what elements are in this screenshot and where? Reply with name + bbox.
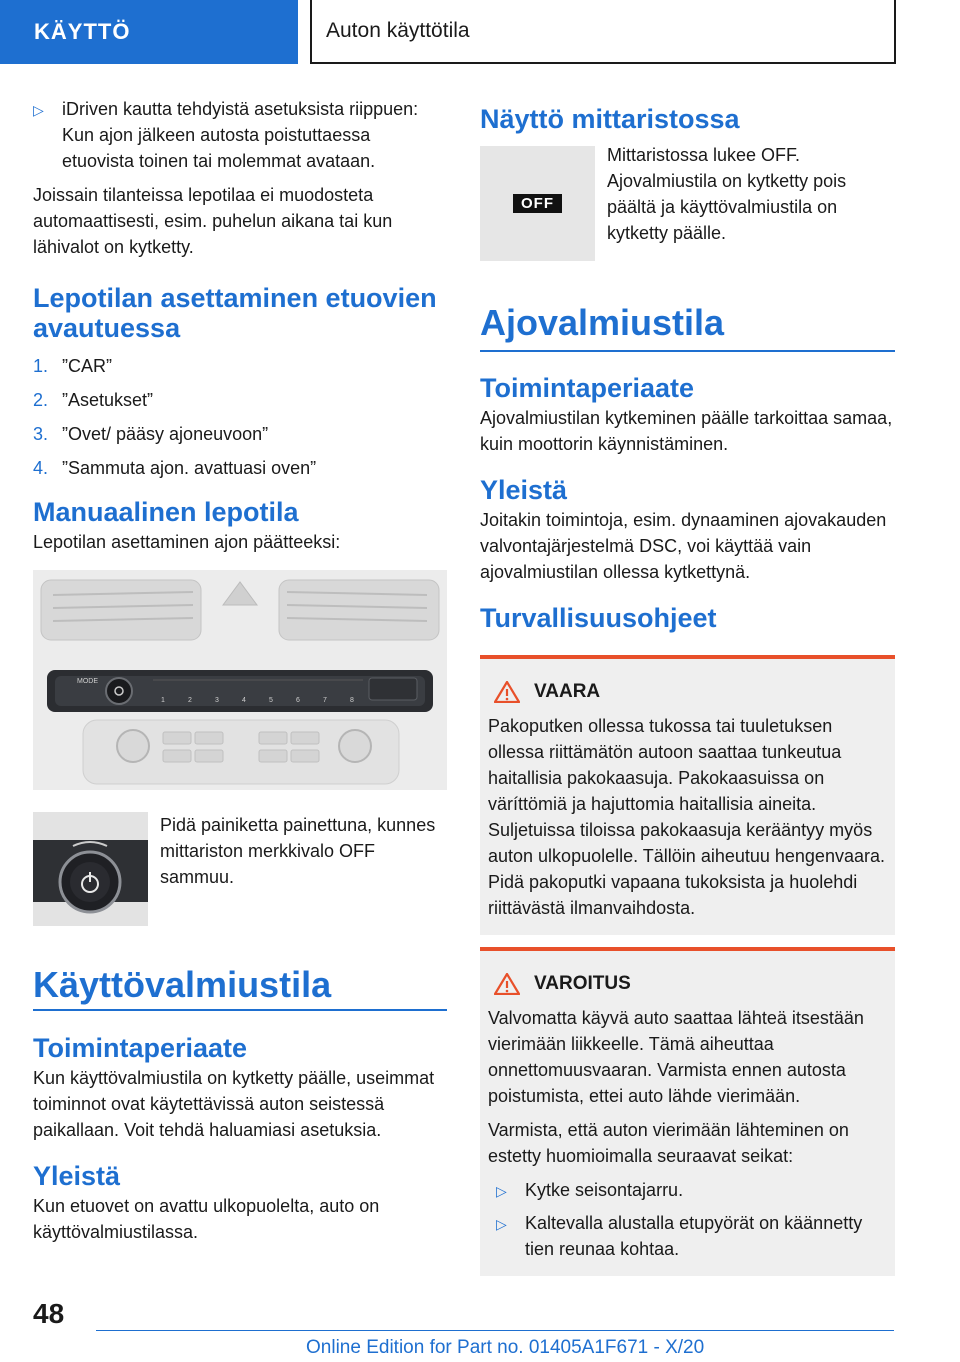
warning-triangle-icon (494, 973, 520, 995)
heading-set-rest: Lepotilan asettaminen etuovien avautuessa (33, 283, 437, 343)
step-number: 3. (33, 424, 49, 444)
paragraph: Kun etuovet on avattu ulkopuolelta, auto on käyttövalmiustilassa. (33, 1196, 380, 1242)
heading-general: Yleistä (480, 475, 568, 505)
footer-rule (96, 1330, 894, 1331)
step-text: ”Sammuta ajon. avattuasi oven” (62, 458, 317, 478)
step-text: ”CAR” (62, 356, 112, 376)
list-item (496, 1177, 887, 1204)
list-item (33, 451, 447, 485)
triangle-bullet-icon: ▷ (496, 1183, 507, 1199)
heading-general: Yleistä (33, 1161, 121, 1191)
radio-preset-1: 1 (161, 697, 165, 704)
page-number: 48 (33, 1298, 65, 1329)
radio-preset-4: 4 (242, 697, 246, 704)
radio-preset-5: 5 (269, 697, 273, 704)
list-item-text: Kytke seisontajarru. (525, 1180, 684, 1200)
heading-rule (33, 1009, 447, 1011)
chapter-title (312, 0, 896, 64)
left-column (33, 96, 447, 1245)
step-number: 4. (33, 458, 49, 478)
list-item (33, 383, 447, 417)
section-tab[interactable] (0, 0, 298, 64)
power-button-row (33, 812, 447, 926)
paragraph: Joissain tilanteissa lepotilaa ei muodosteta automaattisesti, esim. puhelun aikana tai kun lähivalot on kytketty. (33, 185, 393, 257)
radio-preset-3: 3 (215, 697, 219, 704)
warning-header (488, 969, 887, 999)
radio-preset-6: 6 (296, 697, 300, 704)
step-text: ”Asetukset” (62, 390, 154, 410)
warning-text-2: Varmista, että auton vierimään lähteminen on estetty huomioimalla seuraavat seikat: (488, 1120, 849, 1166)
off-indicator: OFF (513, 194, 562, 213)
heading-drive-mode: Ajovalmiustila (480, 302, 725, 343)
step-text: ”Ovet/ pääsy ajoneuvoon” (62, 424, 269, 444)
list-item (33, 349, 447, 383)
radio-mode-label: MODE (77, 678, 98, 685)
warning-triangle-icon (494, 681, 520, 703)
radio-preset-7: 7 (323, 697, 327, 704)
paragraph: Joitakin toimintoja, esim. dynaaminen ajovakauden valvontajärjestelmä DSC, voi käyttää vain ajovalmiustilan ollessa kytkettynä. (480, 510, 887, 582)
step-number: 1. (33, 356, 49, 376)
paragraph: Kun käyttövalmiustila on kytketty päälle, useimmat toiminnot ovat käytettävissä auton seistessä paikallaan. Voit tehdä haluamiasi asetuksia. (33, 1068, 435, 1140)
heading-principle: Toimintaperiaate (33, 1033, 248, 1063)
warning-box (480, 947, 895, 1276)
danger-header (488, 677, 887, 707)
steps-list (33, 349, 447, 485)
danger-text: Pakoputken ollessa tukossa tai tuuletuksen ollessa riittämätön autoon saattaa tunkeutua haitallisia pakokaasuja. Pakokaasuissa on väríttömiä ja hajuttomia haitallisia aineita. Suljetuissa tiloissa pakokaasuja kerääntyy myös auton ulkopuolelle. Tällöin aiheutuu hengenvaara. Pidä pakoputki vapaana tukoksista ja huolehdi riittävästä ilmanvaihdosta. (488, 716, 885, 918)
list-item (33, 417, 447, 451)
radio-preset-2: 2 (188, 697, 192, 704)
list-item-text: Kaltevalla alustalla etupyörät on käännetty tien reunaa kohtaa. (525, 1213, 863, 1259)
paragraph: Ajovalmiustilan kytkeminen päälle tarkoittaa samaa, kuin moottorin käynnistäminen. (480, 408, 893, 454)
list-item (496, 1210, 887, 1262)
section-tab-label: KÄYTTÖ (34, 19, 131, 44)
warning-text: Valvomatta käyvä auto saattaa lähteä itsestään vierimään liikkeelle. Tämä aiheuttaa onnettomuusvaaran. Varmista ennen autosta poistumista, ettei auto lähde vierimään. (488, 1008, 864, 1106)
danger-box (480, 655, 895, 935)
triangle-bullet-icon: ▷ (496, 1216, 507, 1232)
dashboard-photo (33, 570, 447, 790)
heading-cluster-display: Näyttö mittaristossa (480, 104, 740, 134)
power-button-illustration (33, 812, 148, 926)
warning-list (488, 1177, 887, 1262)
heading-principle: Toimintaperiaate (480, 373, 695, 403)
off-display-row (480, 146, 895, 261)
power-button-caption: Pidä painiketta painettuna, kunnes mittariston merkkivalo OFF sammuu. (160, 815, 436, 887)
radio-preset-8: 8 (350, 697, 354, 704)
chapter-title-text: Auton käyttötila (326, 19, 470, 42)
cluster-off-image (480, 146, 595, 261)
right-column (480, 96, 895, 1276)
cluster-display-text: Mittaristossa lukee OFF. Ajovalmiustila on kytketty pois päältä ja käyttövalmiustila on kytketty päälle. (607, 145, 847, 243)
paragraph: Lepotilan asettaminen ajon päätteeksi: (33, 532, 341, 552)
step-number: 2. (33, 390, 49, 410)
center-console-illustration (33, 570, 447, 790)
warning-title: VAROITUS (534, 973, 631, 994)
triangle-bullet-icon: ▷ (33, 102, 44, 118)
footer-edition: Online Edition for Part no. 01405A1F671 - X/20 (306, 1337, 705, 1358)
danger-title: VAARA (534, 681, 601, 702)
bullet-text: iDriven kautta tehdyistä asetuksista riippuen: Kun ajon jälkeen autosta poistuttaessa etuovista toinen tai molemmat avataan. (62, 99, 419, 171)
heading-standby-mode: Käyttövalmiustila (33, 964, 332, 1005)
power-button-photo (33, 812, 148, 926)
heading-safety: Turvallisuusohjeet (480, 603, 717, 633)
heading-manual-rest: Manuaalinen lepotila (33, 497, 299, 527)
bullet-idrive (33, 96, 447, 174)
heading-rule (480, 350, 895, 352)
